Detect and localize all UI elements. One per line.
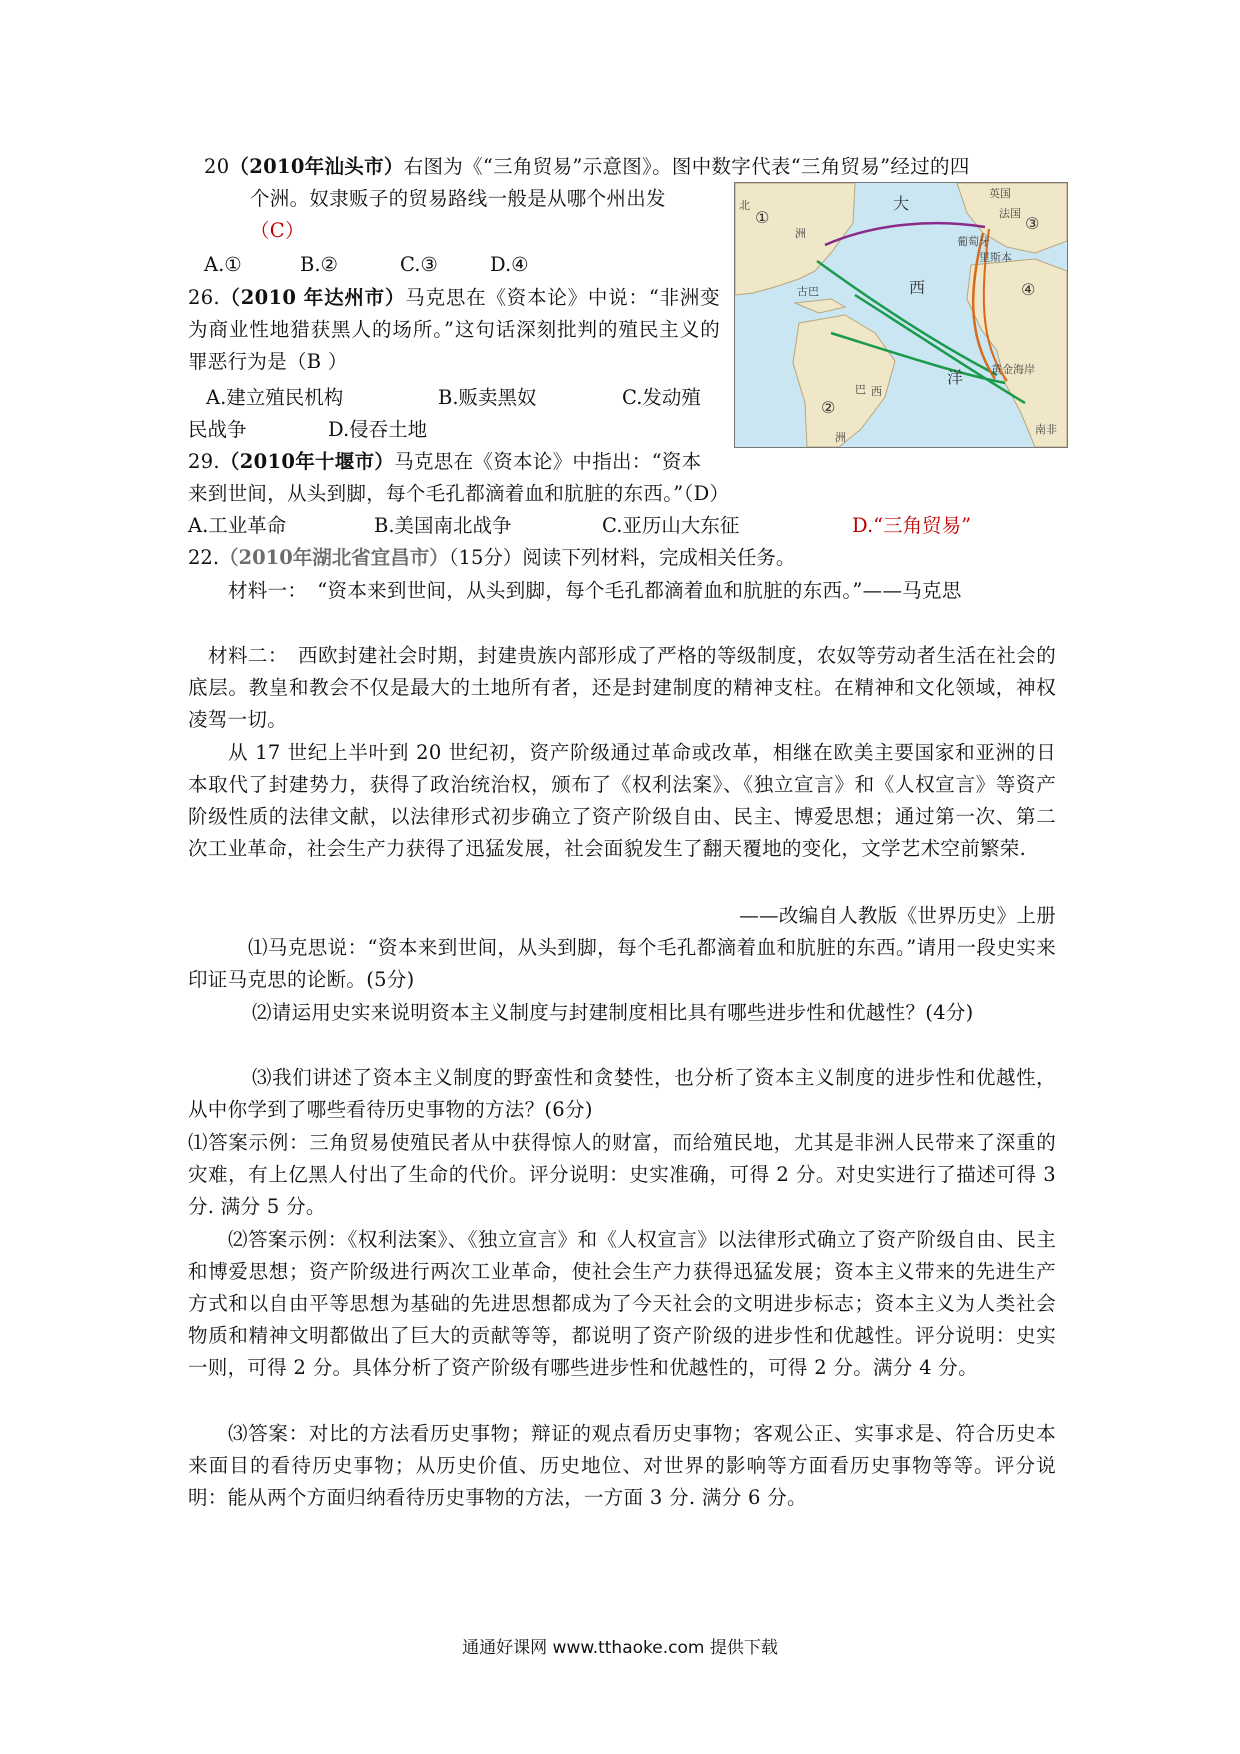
q26-option-d: D.侵吞土地 (328, 418, 428, 441)
label-da: 大 (893, 194, 910, 213)
q20-number: 20 (204, 155, 230, 178)
label-ba: 巴 (855, 383, 866, 396)
q29-source: （2010年十堰市） (219, 450, 395, 473)
q29-block (188, 446, 730, 510)
q22-source-note: ——改编自人教版《世界历史》上册 (739, 904, 1056, 927)
q22-answer-2: ⑵答案示例：《权利法案》、《独立宣言》和《人权宣言》以法律形式确立了资产阶级自由、民主和博爱思想；资产阶级进行两次工业革命，使社会生产力获得迅猛发展；资本主义带来的先进生产方式和以自由平等思想为基础的先进思想都成为了今天社会的文明进步标志；资本主义为人类社会物质和精神文明都做出了巨大的贡献等等，都说明了资产阶级的进步性和优越性。评分说明：史实一则，可得 2 分。具体分析了资产阶级有哪些进步性和优越性的，可得 2 分。满分 4 分。 (188, 1228, 1056, 1379)
marker-3: ③ (1025, 214, 1040, 233)
q22-number: 22. (188, 546, 220, 569)
q22-source: （2010年湖北省宜昌市） (219, 546, 449, 569)
q29-number: 29. (188, 450, 220, 473)
label-france: 法国 (999, 207, 1021, 220)
triangle-trade-map (734, 182, 1068, 448)
q20-option-c: C.③ (400, 253, 438, 276)
label-zhou-sa: 洲 (835, 431, 846, 444)
q20-line2 (250, 183, 666, 215)
q22-material-1: 材料一： “资本来到世间，从头到脚，每个毛孔都滴着血和肮脏的东西。”——马克思 (228, 579, 962, 602)
label-portugal: 葡萄牙 (957, 235, 990, 248)
q29-option-a: A.工业革命 (188, 514, 287, 537)
q20-text-1: 右图为《“三角贸易”示意图》。图中数字代表“三角贸易”经过的四 (403, 155, 970, 178)
q22-intro: （15分）阅读下列材料，完成相关任务。 (448, 546, 796, 569)
q29-option-c: C.亚历山大东征 (602, 514, 740, 537)
q26-source: （2010 年达州市） (219, 286, 406, 309)
q22-sub-question-1: ⑴马克思说：“资本来到世间，从头到脚，每个毛孔都滴着血和肮脏的东西。”请用一段史实来印证马克思的论断。(5分) (188, 936, 1056, 991)
q29-option-d: D.“三角贸易” (852, 514, 972, 537)
q26-option-c: C.发动殖 (622, 386, 701, 409)
marker-2: ② (821, 398, 836, 417)
marker-1: ① (755, 208, 770, 227)
q20-text-2: 个洲。奴隶贩子的贸易路线一般是从哪个州出发 (250, 187, 666, 210)
q20-source: （2010年汕头市） (229, 155, 404, 178)
triangle-trade-map-svg (735, 183, 1067, 447)
q22-material-3: 从 17 世纪上半叶到 20 世纪初，资产阶级通过革命或改革，相继在欧美主要国家和亚洲的日本取代了封建势力，获得了政治统治权，颁布了《权利法案》、《独立宣言》和《人权宣言》等资产阶级性质的法律文献，以法律形式初步确立了资产阶级自由、民主、博爱思想；通过第一次、第二次工业革命，社会生产力获得了迅猛发展，社会面貌发生了翻天覆地的变化，文学艺术空前繁荣. (188, 741, 1056, 860)
q22-answer-1: ⑴答案示例：三角贸易使殖民者从中获得惊人的财富，而给殖民地，尤其是非洲人民带来了深重的灾难，有上亿黑人付出了生命的代价。评分说明：史实准确，可得 2 分。对史实进行了描述可得 3 分. 满分 5 分。 (188, 1131, 1056, 1218)
q22-sub-question-3: ⑶我们讲述了资本主义制度的野蛮性和贪婪性，也分析了资本主义制度的进步性和优越性，从中你学到了哪些看待历史事物的方法？(6分) (188, 1066, 1056, 1121)
label-gold-coast: 黄金海岸 (991, 363, 1035, 376)
q22-header (188, 542, 795, 574)
label-xi: 西 (909, 278, 926, 297)
q20-line1 (204, 151, 1064, 183)
q20-answer: （C） (250, 219, 305, 242)
q26-option-b: B.贩卖黑奴 (438, 386, 537, 409)
q26-block (188, 282, 720, 378)
label-xi-sa: 西 (871, 385, 882, 398)
q22-answer-3: ⑶答案：对比的方法看历史事物；辩证的观点看历史事物；客观公正、实事求是、符合历史本来面目的看待历史事物；从历史价值、历史地位、对世界的影响等方面看历史事物等等。评分说明：能从两个方面归纳看待历史事物的方法，一方面 3 分. 满分 6 分。 (188, 1422, 1056, 1509)
label-cuba: 古巴 (797, 285, 819, 298)
q22-material-2: 材料二： 西欧封建社会时期，封建贵族内部形成了严格的等级制度，农奴等劳动者生活在社会的底层。教皇和教会不仅是最大的土地所有者，还是封建制度的精神支柱。在精神和文化领域，神权凌驾一切。 (188, 644, 1056, 731)
south-america-land (793, 315, 895, 447)
page-footer: 通通好课网 www.tthaoke.com 提供下载 (462, 1638, 778, 1658)
q26-option-c-cont: 民战争 (188, 418, 247, 441)
label-zhou-na: 洲 (795, 227, 806, 240)
label-uk: 英国 (989, 187, 1011, 200)
caribbean-land (795, 299, 845, 313)
q20-option-a: A.① (204, 253, 242, 276)
label-yang: 洋 (947, 368, 964, 387)
q22-sub-question-2: ⑵请运用史实来说明资本主义制度与封建制度相比具有哪些进步性和优越性？(4分) (252, 1001, 974, 1024)
q26-text: 马克思在《资本论》中说：“非洲变为商业性地猎获黑人的场所。”这句话深刻批判的殖民主义的罪恶行为是（B ） (188, 286, 720, 373)
label-lisbon: 里斯本 (979, 251, 1012, 264)
q26-option-a: A.建立殖民机构 (206, 386, 344, 409)
q29-option-b: B.美国南北战争 (374, 514, 512, 537)
label-south-africa: 南非 (1035, 423, 1057, 436)
q20-option-b: B.② (300, 253, 339, 276)
marker-4: ④ (1021, 280, 1036, 299)
label-bei: 北 (739, 199, 750, 212)
q29-text: 马克思在《资本论》中指出：“资本来到世间，从头到脚，每个毛孔都滴着血和肮脏的东西。”（D） (188, 450, 730, 505)
q26-number: 26. (188, 286, 220, 309)
q20-option-d: D.④ (490, 253, 529, 276)
